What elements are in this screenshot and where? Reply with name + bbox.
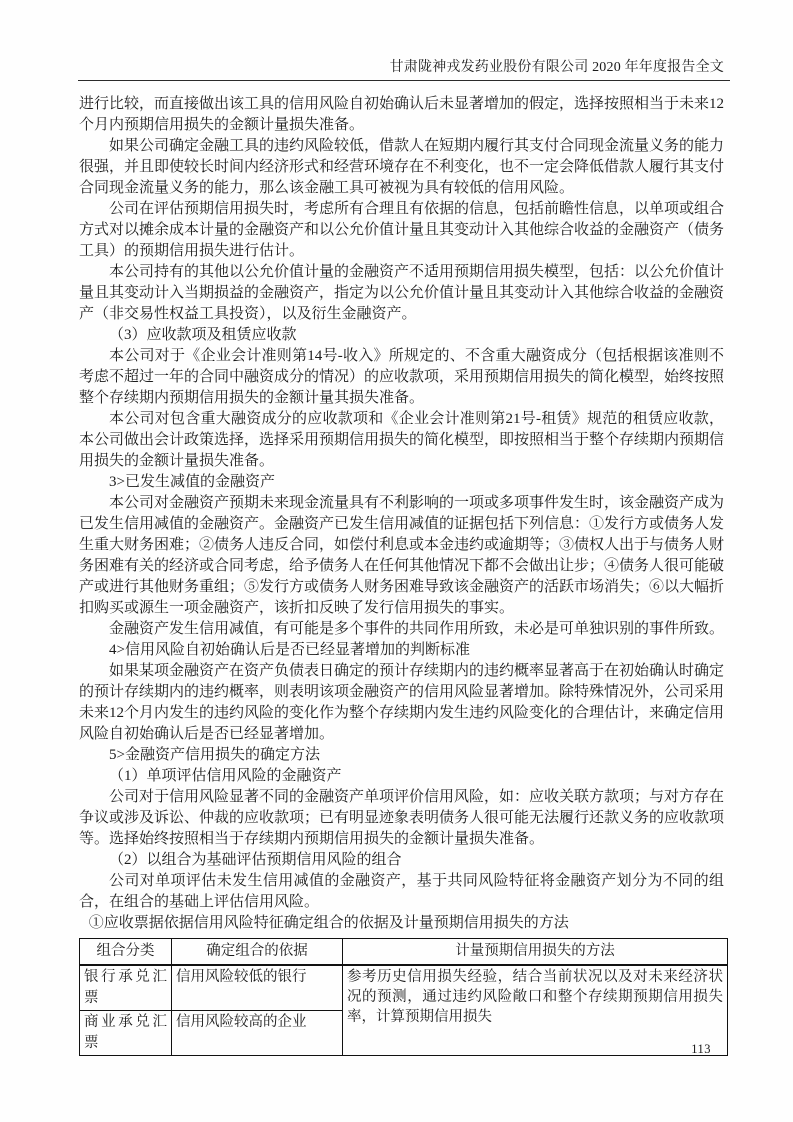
heading-individual-assessment: （1）单项评估信用风险的金融资产	[109, 768, 342, 784]
paragraph-simplified-model: 本公司对于《企业会计准则第14号-收入》所规定的、不含重大融资成分（包括根据该准则不考虑不超过一年的合同中融资成分的情况）的应收款项，采用预期信用损失的简化模型，始终按照整个存续期内预期信用损失的金额计量其损失准备。	[79, 348, 725, 406]
paragraph-individual-assessment: 公司对于信用风险显著不同的金融资产单项评价信用风险，如：应收关联方款项；与对方存在争议或涉及诉讼、仲裁的应收款项；已有明显迹象表明债务人很可能无法履行还款义务的应收款项等。选择始终按照相当于存续期内预期信用损失的金额计量损失准备。	[79, 789, 725, 847]
paragraph-portfolio-assessment: 公司对单项评估未发生信用减值的金融资产，基于共同风险特征将金融资产划分为不同的组合，在组合的基础上评估信用风险。	[79, 873, 724, 910]
table-caption: ①应收票据依据信用风险特征确定组合的依据及计量预期信用损失的方法	[88, 915, 569, 931]
paragraph-multiple-events: 金融资产发生信用减值，有可能是多个事件的共同作用所致，未必是可单独识别的事件所致。	[109, 621, 725, 637]
cell-commercial-acceptance: 商业承兑汇票	[80, 1011, 172, 1056]
paragraph-default-probability: 如果某项金融资产在资产负债表日确定的预计存续期内的违约概率显著高于在初始确认时确定的预计存续期内的违约概率，则表明该项金融资产的信用风险显著增加。除特殊情况外，公司采用未来12个月内发生的违约风险的变化作为整个存续期内发生违约风险变化的合理估计，来确定信用风险自初始确认后是否已经显著增加。	[79, 663, 725, 742]
col-header-ecl-method: 计量预期信用损失的方法	[343, 939, 728, 966]
cell-ecl-method: 参考历史信用损失经验，结合当前状况以及对未来经济状况的预测，通过违约风险敞口和整个存续期预期信用损失率，计算预期信用损失	[343, 965, 728, 1056]
header-rule	[78, 80, 730, 81]
col-header-portfolio-basis: 确定组合的依据	[172, 939, 343, 966]
table-row	[80, 965, 728, 1011]
paragraph-ecl-estimation: 公司在评估预期信用损失时，考虑所有合理且有依据的信息，包括前瞻性信息，以单项或组合方式对以摊余成本计量的金融资产和以公允价值计量且其变动计入其他综合收益的金融资产（债务工具）的预期信用损失进行估计。	[79, 201, 725, 259]
heading-receivables-and-lease: （3）应收款项及租赁应收款	[109, 327, 297, 343]
heading-impaired-assets: 3>已发生减值的金融资产	[109, 474, 275, 490]
cell-bank-basis: 信用风险较低的银行	[172, 965, 343, 1011]
table-header-row	[80, 939, 728, 966]
paragraph-impairment-evidence: 本公司对金融资产预期未来现金流量具有不利影响的一项或多项事件发生时，该金融资产成为已发生信用减值的金融资产。金融资产已发生信用减值的证据包括下列信息：①发行方或债务人发生重大财务困难；②债务人违反合同，如偿付利息或本金违约或逾期等；③债权人出于与债务人财务困难有关的经济或合同考虑，给予债务人在任何其他情况下都不会做出让步；④债务人很可能破产或进行其他财务重组；⑤发行方或债务人财务困难导致该金融资产的活跃市场消失；⑥以大幅折扣购买或源生一项金融资产，该折扣反映了发行信用损失的事实。	[79, 495, 725, 616]
page-number: 113	[691, 1042, 711, 1056]
col-header-portfolio-category: 组合分类	[80, 939, 172, 966]
heading-loss-determination-method: 5>金融资产信用损失的确定方法	[109, 747, 320, 763]
body-text	[79, 94, 724, 1056]
heading-credit-risk-judgment: 4>信用风险自初始确认后是否已经显著增加的判断标准	[109, 642, 470, 658]
paragraph-financing-component: 本公司对包含重大融资成分的应收款项和《企业会计准则第21号-租赁》规范的租赁应收款，本公司做出会计政策选择，选择采用预期信用损失的简化模型，即按照相当于整个存续期内预期信用损失的金额计量损失准备。	[79, 411, 725, 469]
page-header-title: 甘肃陇神戎发药业股份有限公司 2020 年年度报告全文	[389, 60, 724, 75]
heading-portfolio-assessment: （2）以组合为基础评估预期信用风险的组合	[109, 852, 402, 868]
cell-commercial-basis: 信用风险较高的企业	[172, 1011, 343, 1056]
paragraph-continuation: 进行比较，而直接做出该工具的信用风险自初始确认后未显著增加的假定，选择按照相当于未来12个月内预期信用损失的金额计量损失准备。	[79, 96, 725, 133]
paragraph-low-default-risk: 如果公司确定金融工具的违约风险较低，借款人在短期内履行其支付合同现金流量义务的能力很强，并且即使较长时间内经济形式和经营环境存在不利变化，也不一定会降低借款人履行其支付合同现金流量义务的能力，那么该金融工具可被视为具有较低的信用风险。	[79, 138, 725, 196]
cell-bank-acceptance: 银行承兑汇票	[80, 965, 172, 1011]
paragraph-fvtpl-exclusions: 本公司持有的其他以公允价值计量的金融资产不适用预期信用损失模型，包括：以公允价值计量且其变动计入当期损益的金融资产，指定为以公允价值计量且其变动计入其他综合收益的金融资产（非交易性权益工具投资），以及衍生金融资产。	[79, 264, 725, 322]
receivables-portfolio-table	[79, 938, 728, 1056]
